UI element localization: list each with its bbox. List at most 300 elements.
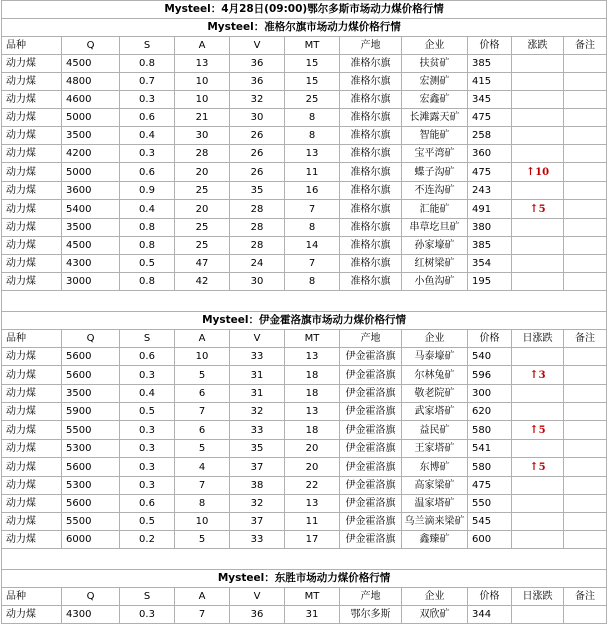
arrow-up-icon: ↑ bbox=[529, 460, 539, 473]
note-cell bbox=[564, 606, 607, 624]
table-cell: 10 bbox=[175, 513, 230, 531]
column-header: V bbox=[230, 330, 285, 348]
change-cell bbox=[512, 403, 564, 421]
table-cell: 32 bbox=[230, 403, 285, 421]
table-cell: 5 bbox=[175, 531, 230, 549]
table-cell: 5000 bbox=[62, 163, 120, 182]
column-header: V bbox=[230, 37, 285, 55]
column-header: A bbox=[175, 37, 230, 55]
table-cell: 动力煤 bbox=[2, 91, 62, 109]
column-header: 企业 bbox=[402, 588, 468, 606]
table-cell: 4500 bbox=[62, 237, 120, 255]
table-cell: 长滩露天矿 bbox=[402, 109, 468, 127]
main-title-row bbox=[2, 1, 607, 19]
table-cell: 20 bbox=[285, 458, 340, 477]
table-cell: 动力煤 bbox=[2, 477, 62, 495]
table-cell: 孙家壕矿 bbox=[402, 237, 468, 255]
table-cell: 4300 bbox=[62, 255, 120, 273]
change-cell bbox=[512, 255, 564, 273]
table-cell: 345 bbox=[468, 91, 512, 109]
note-cell bbox=[564, 421, 607, 440]
table-cell: 动力煤 bbox=[2, 145, 62, 163]
column-header: Q bbox=[62, 330, 120, 348]
table-row bbox=[2, 200, 607, 219]
table-row bbox=[2, 348, 607, 366]
table-cell: 10 bbox=[175, 91, 230, 109]
table-cell: 33 bbox=[230, 348, 285, 366]
table-cell: 11 bbox=[285, 163, 340, 182]
table-cell: 5000 bbox=[62, 109, 120, 127]
table-cell: 28 bbox=[230, 200, 285, 219]
note-cell bbox=[564, 255, 607, 273]
table-cell: 15 bbox=[285, 73, 340, 91]
note-cell bbox=[564, 458, 607, 477]
note-cell bbox=[564, 385, 607, 403]
table-cell: 动力煤 bbox=[2, 127, 62, 145]
table-cell: 0.5 bbox=[120, 403, 175, 421]
note-cell bbox=[564, 348, 607, 366]
table-cell: 5600 bbox=[62, 366, 120, 385]
section-title: Mysteel：伊金霍洛旗市场动力煤价格行情 bbox=[2, 312, 607, 330]
table-cell: 准格尔旗 bbox=[340, 55, 402, 73]
table-cell: 4 bbox=[175, 458, 230, 477]
column-header: A bbox=[175, 330, 230, 348]
table-cell: 36 bbox=[230, 55, 285, 73]
table-cell: 4500 bbox=[62, 55, 120, 73]
column-header: Q bbox=[62, 37, 120, 55]
column-header: A bbox=[175, 588, 230, 606]
table-cell: 敬老院矿 bbox=[402, 385, 468, 403]
table-cell: 宝平湾矿 bbox=[402, 145, 468, 163]
table-cell: 545 bbox=[468, 513, 512, 531]
note-cell bbox=[564, 403, 607, 421]
spacer-cell bbox=[2, 291, 607, 312]
change-cell bbox=[512, 145, 564, 163]
table-cell: 600 bbox=[468, 531, 512, 549]
table-cell: 动力煤 bbox=[2, 606, 62, 624]
table-cell: 0.6 bbox=[120, 109, 175, 127]
table-cell: 动力煤 bbox=[2, 495, 62, 513]
table-cell: 宏测矿 bbox=[402, 73, 468, 91]
table-cell: 伊金霍洛旗 bbox=[340, 403, 402, 421]
table-cell: 21 bbox=[175, 109, 230, 127]
note-cell bbox=[564, 145, 607, 163]
column-header: 价格 bbox=[468, 37, 512, 55]
column-header: 品种 bbox=[2, 330, 62, 348]
table-cell: 0.9 bbox=[120, 182, 175, 200]
header-row bbox=[2, 588, 607, 606]
table-cell: 动力煤 bbox=[2, 200, 62, 219]
table-cell: 7 bbox=[175, 403, 230, 421]
note-cell bbox=[564, 55, 607, 73]
arrow-up-icon: ↑ bbox=[525, 165, 536, 178]
change-cell bbox=[512, 273, 564, 291]
table-cell: 38 bbox=[230, 477, 285, 495]
table-cell: 15 bbox=[285, 55, 340, 73]
note-cell bbox=[564, 109, 607, 127]
table-cell: 5300 bbox=[62, 477, 120, 495]
table-cell: 380 bbox=[468, 219, 512, 237]
table-cell: 马泰壕矿 bbox=[402, 348, 468, 366]
table-cell: 42 bbox=[175, 273, 230, 291]
table-cell: 17 bbox=[285, 531, 340, 549]
table-cell: 动力煤 bbox=[2, 273, 62, 291]
table-cell: 10 bbox=[175, 73, 230, 91]
column-header: 备注 bbox=[564, 330, 607, 348]
table-cell: 动力煤 bbox=[2, 237, 62, 255]
table-cell: 0.6 bbox=[120, 495, 175, 513]
table-cell: 宏鑫矿 bbox=[402, 91, 468, 109]
note-cell bbox=[564, 513, 607, 531]
table-row bbox=[2, 145, 607, 163]
note-cell bbox=[564, 91, 607, 109]
change-cell bbox=[512, 55, 564, 73]
table-cell: 8 bbox=[285, 127, 340, 145]
table-cell: 491 bbox=[468, 200, 512, 219]
table-cell: 伊金霍洛旗 bbox=[340, 421, 402, 440]
table-cell: 540 bbox=[468, 348, 512, 366]
table-cell: 双欣矿 bbox=[402, 606, 468, 624]
table-row bbox=[2, 163, 607, 182]
table-cell: 伊金霍洛旗 bbox=[340, 477, 402, 495]
section-title: Mysteel：准格尔旗市场动力煤价格行情 bbox=[2, 19, 607, 37]
note-cell bbox=[564, 495, 607, 513]
table-cell: 475 bbox=[468, 163, 512, 182]
table-cell: 4300 bbox=[62, 606, 120, 624]
table-cell: 准格尔旗 bbox=[340, 91, 402, 109]
note-cell bbox=[564, 366, 607, 385]
table-row bbox=[2, 531, 607, 549]
change-cell bbox=[512, 91, 564, 109]
table-cell: 0.3 bbox=[120, 458, 175, 477]
table-cell: 5300 bbox=[62, 440, 120, 458]
table-cell: 580 bbox=[468, 458, 512, 477]
column-header: 价格 bbox=[468, 330, 512, 348]
table-cell: 344 bbox=[468, 606, 512, 624]
table-cell: 准格尔旗 bbox=[340, 219, 402, 237]
table-cell: 20 bbox=[175, 163, 230, 182]
table-row bbox=[2, 109, 607, 127]
table-cell: 3000 bbox=[62, 273, 120, 291]
table-cell: 动力煤 bbox=[2, 531, 62, 549]
table-cell: 准格尔旗 bbox=[340, 145, 402, 163]
table-cell: 258 bbox=[468, 127, 512, 145]
table-cell: 195 bbox=[468, 273, 512, 291]
table-cell: 动力煤 bbox=[2, 403, 62, 421]
table-cell: 准格尔旗 bbox=[340, 73, 402, 91]
table-cell: 354 bbox=[468, 255, 512, 273]
table-cell: 8 bbox=[285, 109, 340, 127]
table-cell: 360 bbox=[468, 145, 512, 163]
table-cell: 动力煤 bbox=[2, 219, 62, 237]
change-value: 3 bbox=[538, 370, 546, 381]
table-cell: 0.4 bbox=[120, 200, 175, 219]
change-cell bbox=[512, 366, 564, 385]
table-cell: 准格尔旗 bbox=[340, 237, 402, 255]
table-cell: 25 bbox=[175, 219, 230, 237]
change-cell bbox=[512, 531, 564, 549]
table-cell: 伊金霍洛旗 bbox=[340, 348, 402, 366]
table-cell: 30 bbox=[175, 127, 230, 145]
arrow-up-icon: ↑ bbox=[529, 423, 539, 436]
table-cell: 动力煤 bbox=[2, 458, 62, 477]
section-title-row bbox=[2, 312, 607, 330]
note-cell bbox=[564, 477, 607, 495]
section-title-row bbox=[2, 570, 607, 588]
column-header: MT bbox=[285, 330, 340, 348]
table-cell: 7 bbox=[285, 255, 340, 273]
table-cell: 30 bbox=[230, 273, 285, 291]
table-cell: 26 bbox=[230, 163, 285, 182]
table-row bbox=[2, 440, 607, 458]
change-cell bbox=[512, 182, 564, 200]
table-row bbox=[2, 273, 607, 291]
table-cell: 0.7 bbox=[120, 73, 175, 91]
table-cell: 0.6 bbox=[120, 163, 175, 182]
table-cell: 13 bbox=[285, 348, 340, 366]
table-cell: 准格尔旗 bbox=[340, 163, 402, 182]
change-cell bbox=[512, 348, 564, 366]
table-cell: 8 bbox=[175, 495, 230, 513]
table-cell: 26 bbox=[230, 145, 285, 163]
note-cell bbox=[564, 127, 607, 145]
table-cell: 温家塔矿 bbox=[402, 495, 468, 513]
table-cell: 3600 bbox=[62, 182, 120, 200]
table-cell: 动力煤 bbox=[2, 73, 62, 91]
note-cell bbox=[564, 73, 607, 91]
table-cell: 0.4 bbox=[120, 127, 175, 145]
table-cell: 动力煤 bbox=[2, 348, 62, 366]
table-cell: 7 bbox=[285, 200, 340, 219]
table-cell: 30 bbox=[230, 109, 285, 127]
price-table bbox=[1, 0, 607, 624]
table-cell: 5500 bbox=[62, 513, 120, 531]
table-cell: 5600 bbox=[62, 458, 120, 477]
table-cell: 0.8 bbox=[120, 237, 175, 255]
table-cell: 28 bbox=[230, 219, 285, 237]
table-cell: 动力煤 bbox=[2, 421, 62, 440]
table-cell: 37 bbox=[230, 513, 285, 531]
change-cell bbox=[512, 458, 564, 477]
table-cell: 不连沟矿 bbox=[402, 182, 468, 200]
table-row bbox=[2, 606, 607, 624]
note-cell bbox=[564, 531, 607, 549]
column-header: 品种 bbox=[2, 588, 62, 606]
table-cell: 3500 bbox=[62, 385, 120, 403]
table-cell: 动力煤 bbox=[2, 440, 62, 458]
change-cell bbox=[512, 477, 564, 495]
table-cell: 11 bbox=[285, 513, 340, 531]
table-cell: 动力煤 bbox=[2, 513, 62, 531]
column-header: 涨跌 bbox=[512, 37, 564, 55]
table-cell: 3500 bbox=[62, 219, 120, 237]
table-cell: 小鱼沟矿 bbox=[402, 273, 468, 291]
table-cell: 32 bbox=[230, 91, 285, 109]
change-cell bbox=[512, 513, 564, 531]
table-cell: 6 bbox=[175, 421, 230, 440]
table-cell: 596 bbox=[468, 366, 512, 385]
table-cell: 鄂尔多斯 bbox=[340, 606, 402, 624]
table-cell: 3500 bbox=[62, 127, 120, 145]
table-cell: 0.3 bbox=[120, 440, 175, 458]
table-cell: 8 bbox=[285, 273, 340, 291]
change-value: 10 bbox=[535, 167, 550, 178]
table-cell: 0.8 bbox=[120, 273, 175, 291]
table-cell: 300 bbox=[468, 385, 512, 403]
table-cell: 伊金霍洛旗 bbox=[340, 531, 402, 549]
column-header: V bbox=[230, 588, 285, 606]
note-cell bbox=[564, 440, 607, 458]
change-cell bbox=[512, 73, 564, 91]
table-cell: 串草圪旦矿 bbox=[402, 219, 468, 237]
column-header: 企业 bbox=[402, 37, 468, 55]
table-cell: 25 bbox=[175, 237, 230, 255]
table-cell: 汇能矿 bbox=[402, 200, 468, 219]
table-cell: 25 bbox=[285, 91, 340, 109]
table-cell: 东博矿 bbox=[402, 458, 468, 477]
table-cell: 0.4 bbox=[120, 385, 175, 403]
main-title: Mysteel：4月28日(09:00)鄂尔多斯市场动力煤价格行情 bbox=[2, 1, 607, 19]
table-cell: 准格尔旗 bbox=[340, 273, 402, 291]
column-header: 备注 bbox=[564, 588, 607, 606]
change-cell bbox=[512, 606, 564, 624]
table-cell: 伊金霍洛旗 bbox=[340, 440, 402, 458]
table-cell: 准格尔旗 bbox=[340, 200, 402, 219]
table-cell: 13 bbox=[285, 403, 340, 421]
table-cell: 415 bbox=[468, 73, 512, 91]
table-cell: 4600 bbox=[62, 91, 120, 109]
table-cell: 乌兰滴来梁矿 bbox=[402, 513, 468, 531]
table-cell: 28 bbox=[230, 237, 285, 255]
column-header: 日涨跌 bbox=[512, 330, 564, 348]
table-cell: 6 bbox=[175, 385, 230, 403]
change-cell bbox=[512, 495, 564, 513]
change-cell bbox=[512, 440, 564, 458]
table-cell: 鑫臻矿 bbox=[402, 531, 468, 549]
table-cell: 33 bbox=[230, 421, 285, 440]
note-cell bbox=[564, 200, 607, 219]
table-row bbox=[2, 255, 607, 273]
table-cell: 5900 bbox=[62, 403, 120, 421]
table-cell: 0.8 bbox=[120, 219, 175, 237]
column-header: MT bbox=[285, 588, 340, 606]
table-cell: 动力煤 bbox=[2, 255, 62, 273]
change-value: 5 bbox=[538, 462, 546, 473]
table-cell: 385 bbox=[468, 55, 512, 73]
column-header: 产地 bbox=[340, 588, 402, 606]
table-cell: 高家梁矿 bbox=[402, 477, 468, 495]
section-title-row bbox=[2, 19, 607, 37]
table-cell: 0.3 bbox=[120, 477, 175, 495]
table-row bbox=[2, 73, 607, 91]
table-cell: 0.8 bbox=[120, 55, 175, 73]
table-cell: 475 bbox=[468, 109, 512, 127]
table-cell: 37 bbox=[230, 458, 285, 477]
table-cell: 准格尔旗 bbox=[340, 182, 402, 200]
table-cell: 武家塔矿 bbox=[402, 403, 468, 421]
table-cell: 14 bbox=[285, 237, 340, 255]
table-cell: 20 bbox=[285, 440, 340, 458]
header-row bbox=[2, 37, 607, 55]
table-cell: 16 bbox=[285, 182, 340, 200]
table-cell: 0.3 bbox=[120, 366, 175, 385]
table-cell: 31 bbox=[285, 606, 340, 624]
table-cell: 0.3 bbox=[120, 421, 175, 440]
spacer-cell bbox=[2, 549, 607, 570]
column-header: 备注 bbox=[564, 37, 607, 55]
table-row bbox=[2, 458, 607, 477]
table-cell: 28 bbox=[175, 145, 230, 163]
table-cell: 36 bbox=[230, 606, 285, 624]
table-cell: 26 bbox=[230, 127, 285, 145]
table-cell: 0.5 bbox=[120, 255, 175, 273]
table-cell: 准格尔旗 bbox=[340, 127, 402, 145]
arrow-up-icon: ↑ bbox=[529, 202, 539, 215]
change-value: 5 bbox=[538, 204, 546, 215]
table-cell: 22 bbox=[285, 477, 340, 495]
table-row bbox=[2, 91, 607, 109]
column-header: S bbox=[120, 588, 175, 606]
change-cell bbox=[512, 237, 564, 255]
table-cell: 31 bbox=[230, 366, 285, 385]
table-cell: 620 bbox=[468, 403, 512, 421]
table-row bbox=[2, 495, 607, 513]
table-row bbox=[2, 403, 607, 421]
table-cell: 伊金霍洛旗 bbox=[340, 458, 402, 477]
table-cell: 18 bbox=[285, 421, 340, 440]
column-header: Q bbox=[62, 588, 120, 606]
column-header: S bbox=[120, 330, 175, 348]
table-cell: 18 bbox=[285, 385, 340, 403]
table-cell: 33 bbox=[230, 531, 285, 549]
change-cell bbox=[512, 109, 564, 127]
table-cell: 伊金霍洛旗 bbox=[340, 366, 402, 385]
table-cell: 24 bbox=[230, 255, 285, 273]
table-cell: 0.3 bbox=[120, 606, 175, 624]
note-cell bbox=[564, 219, 607, 237]
table-cell: 8 bbox=[285, 219, 340, 237]
table-cell: 动力煤 bbox=[2, 385, 62, 403]
table-cell: 扶贫矿 bbox=[402, 55, 468, 73]
table-cell: 35 bbox=[230, 440, 285, 458]
table-row bbox=[2, 513, 607, 531]
table-cell: 红树梁矿 bbox=[402, 255, 468, 273]
note-cell bbox=[564, 273, 607, 291]
table-row bbox=[2, 127, 607, 145]
table-cell: 动力煤 bbox=[2, 163, 62, 182]
table-cell: 智能矿 bbox=[402, 127, 468, 145]
change-cell bbox=[512, 385, 564, 403]
table-cell: 31 bbox=[230, 385, 285, 403]
header-row bbox=[2, 330, 607, 348]
table-cell: 7 bbox=[175, 477, 230, 495]
table-cell: 25 bbox=[175, 182, 230, 200]
table-cell: 5 bbox=[175, 440, 230, 458]
table-row bbox=[2, 182, 607, 200]
table-cell: 243 bbox=[468, 182, 512, 200]
table-cell: 13 bbox=[285, 145, 340, 163]
table-cell: 5600 bbox=[62, 348, 120, 366]
change-cell bbox=[512, 127, 564, 145]
table-row bbox=[2, 421, 607, 440]
table-cell: 0.3 bbox=[120, 145, 175, 163]
column-header: 产地 bbox=[340, 37, 402, 55]
note-cell bbox=[564, 182, 607, 200]
column-header: 品种 bbox=[2, 37, 62, 55]
table-cell: 伊金霍洛旗 bbox=[340, 385, 402, 403]
table-cell: 385 bbox=[468, 237, 512, 255]
section-spacer bbox=[2, 549, 607, 570]
